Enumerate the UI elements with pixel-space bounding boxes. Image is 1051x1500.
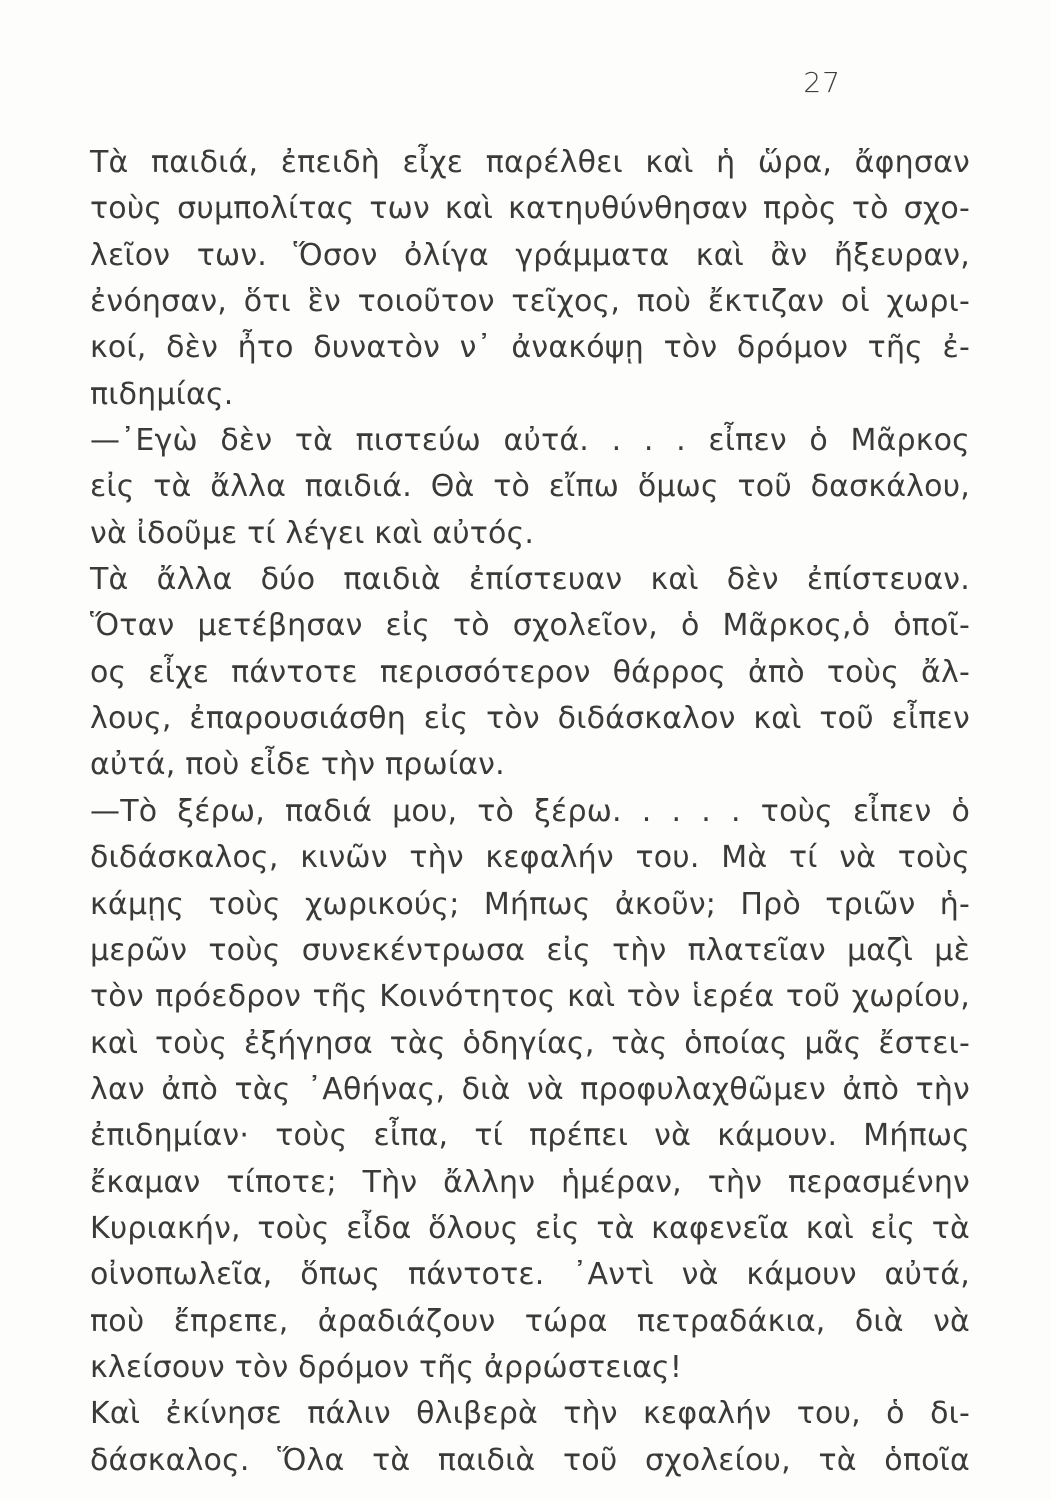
- text-line: ος εἶχε πάντοτε περισσότερον θάρρος ἀπὸ τοὺς ἄλ-: [90, 654, 970, 690]
- text-line: —Τὸ ξέρω, παδιά μου, τὸ ξέρω. . . . . τοὺς εἶπεν ὁ: [90, 793, 970, 829]
- text-line: καὶ τοὺς ἐξήγησα τὰς ὁδηγίας, τὰς ὁποίας μᾶς ἔστει-: [90, 1025, 970, 1061]
- text-line: ἔκαμαν τίποτε; Τὴν ἄλλην ἡμέραν, τὴν περασμένην: [90, 1164, 970, 1200]
- text-line: ἐνόησαν, ὅτι ἓν τοιοῦτον τεῖχος, ποὺ ἔκτιζαν οἱ χωρι-: [90, 284, 970, 320]
- text-line: ἐπιδημίαν· τοὺς εἶπα, τί πρέπει νὰ κάμουν. Μήπως: [90, 1118, 970, 1154]
- text-line: οἰνοπωλεῖα, ὅπως πάντοτε. ᾿Αντὶ νὰ κάμουν αὐτά,: [90, 1257, 970, 1293]
- text-line: κοί, δὲν ἦτο δυνατὸν ν᾿ ἀνακόψῃ τὸν δρόμον τῆς ἐ-: [90, 330, 970, 366]
- text-line: Κυριακήν, τοὺς εἶδα ὅλους εἰς τὰ καφενεῖα καὶ εἰς τὰ: [90, 1210, 970, 1246]
- text-line: εἰς τὰ ἄλλα παιδιά. Θὰ τὸ εἴπω ὅμως τοῦ δασκάλου,: [90, 469, 970, 505]
- text-line: μερῶν τοὺς συνεκέντρωσα εἰς τὴν πλατεῖαν μαζὶ μὲ: [90, 932, 970, 968]
- text-line: διδάσκαλος, κινῶν τὴν κεφαλήν του. Μὰ τί νὰ τοὺς: [90, 840, 970, 876]
- text-line: Καὶ ἐκίνησε πάλιν θλιβερὰ τὴν κεφαλήν του, ὁ δι-: [90, 1396, 970, 1432]
- text-line: Ὅταν μετέβησαν εἰς τὸ σχολεῖον, ὁ Μᾶρκος,ὁ ὁποῖ-: [90, 608, 970, 644]
- page-number: 27: [803, 66, 841, 99]
- text-line: κλείσουν τὸν δρόμον τῆς ἀρρώστειας!: [90, 1349, 683, 1385]
- text-line: πιδημίας.: [90, 376, 234, 412]
- text-line: λους, ἐπαρουσιάσθη εἰς τὸν διδάσκαλον καὶ τοῦ εἶπεν: [90, 701, 970, 737]
- text-line: λεῖον των. Ὅσον ὀλίγα γράμματα καὶ ἂν ἤξευραν,: [90, 237, 970, 273]
- text-line: λαν ἀπὸ τὰς ᾿Αθήνας, διὰ νὰ προφυλαχθῶμεν ἀπὸ τὴν: [90, 1071, 970, 1107]
- text-line: δάσκαλος. Ὅλα τὰ παιδιὰ τοῦ σχολείου, τὰ ὁποῖα: [90, 1442, 970, 1478]
- text-line: —᾿Εγὼ δὲν τὰ πιστεύω αὐτά. . . . εἶπεν ὁ Μᾶρκος: [90, 423, 970, 459]
- text-line: αὐτά, ποὺ εἶδε τὴν πρωίαν.: [90, 747, 505, 783]
- text-line: Τὰ ἄλλα δύο παιδιὰ ἐπίστευαν καὶ δὲν ἐπίστευαν.: [90, 562, 970, 598]
- text-line: τοὺς συμπολίτας των καὶ κατηυθύνθησαν πρὸς τὸ σχο-: [90, 191, 970, 227]
- text-line: Τὰ παιδιά, ἐπειδὴ εἶχε παρέλθει καὶ ἡ ὥρα, ἄφησαν: [90, 145, 970, 180]
- text-line: νὰ ἰδοῦμε τί λέγει καὶ αὐτός.: [90, 515, 535, 551]
- text-line: κάμῃς τοὺς χωρικούς; Μήπως ἀκοῦν; Πρὸ τριῶν ἡ-: [90, 886, 970, 922]
- body-text: [90, 140, 970, 1484]
- text-line: ποὺ ἔπρεπε, ἀραδιάζουν τώρα πετραδάκια, διὰ νὰ: [90, 1303, 970, 1339]
- text-line: τὸν πρόεδρον τῆς Κοινότητος καὶ τὸν ἱερέα τοῦ χωρίου,: [90, 979, 970, 1015]
